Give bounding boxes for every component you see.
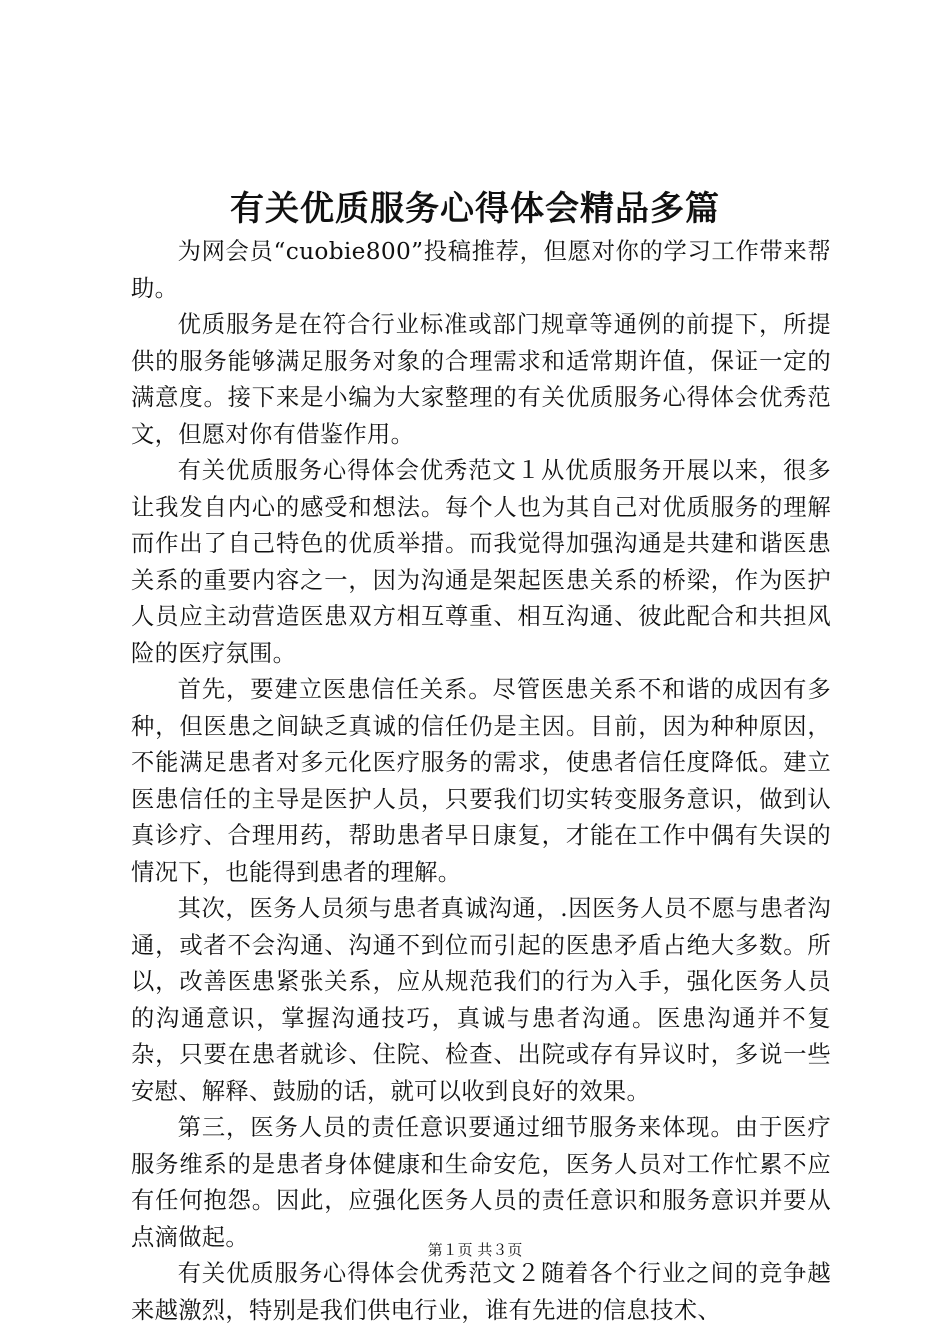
paragraph: 其次，医务人员须与患者真诚沟通，.因医务人员不愿与患者沟通，或者不会沟通、沟通不到位而引起的医患矛盾占绝大多数。所以，改善医患紧张关系，应从规范我们的行为入手，强化医务人员的沟通意识，掌握沟通技巧，真诚与患者沟通。医患沟通并不复杂，只要在患者就诊、住院、检查、出院或存有异议时，多说一些安慰、解释、鼓励的话，就可以收到良好的效果。	[131, 895, 831, 1105]
page-footer: 第１页 共３页	[427, 1241, 523, 1259]
document-body	[131, 234, 831, 1329]
paragraph: 优质服务是在符合行业标准或部门规章等通例的前提下，所提供的服务能够满足服务对象的合理需求和适常期许值，保证一定的满意度。接下来是小编为大家整理的有关优质服务心得体会优秀范文，但愿对你有借鉴作用。	[131, 311, 831, 448]
paragraph: 有关优质服务心得体会优秀范文２随着各个行业之间的竞争越来越激烈，特别是我们供电行业，谁有先进的信息技术、	[131, 1260, 831, 1324]
paragraph: 首先，要建立医患信任关系。尽管医患关系不和谐的成因有多种，但医患之间缺乏真诚的信任仍是主因。目前，因为种种原因，不能满足患者对多元化医疗服务的需求，使患者信任度降低。建立医患信任的主导是医护人员，只要我们切实转变服务意识，做到认真诊疗、合理用药，帮助患者早日康复，才能在工作中偶有失误的情况下，也能得到患者的理解。	[131, 676, 831, 886]
paragraph: 为网会员“cuobie800”投稿推荐，但愿对你的学习工作带来帮助。	[131, 238, 831, 302]
paragraph: 有关优质服务心得体会优秀范文１从优质服务开展以来，很多让我发自内心的感受和想法。每个人也为其自己对优质服务的理解而作出了自己特色的优质举措。而我觉得加强沟通是共建和谐医患关系的重要内容之一，因为沟通是架起医患关系的桥梁，作为医护人员应主动营造医患双方相互尊重、相互沟通、彼此配合和共担风险的医疗氛围。	[131, 457, 831, 667]
paragraph: 第三，医务人员的责任意识要通过细节服务来体现。由于医疗服务维系的是患者身体健康和生命安危，医务人员对工作忙累不应有任何抱怨。因此，应强化医务人员的责任意识和服务意识并要从点滴做起。	[131, 1114, 831, 1251]
document-title: 有关优质服务心得体会精品多篇	[230, 189, 720, 229]
